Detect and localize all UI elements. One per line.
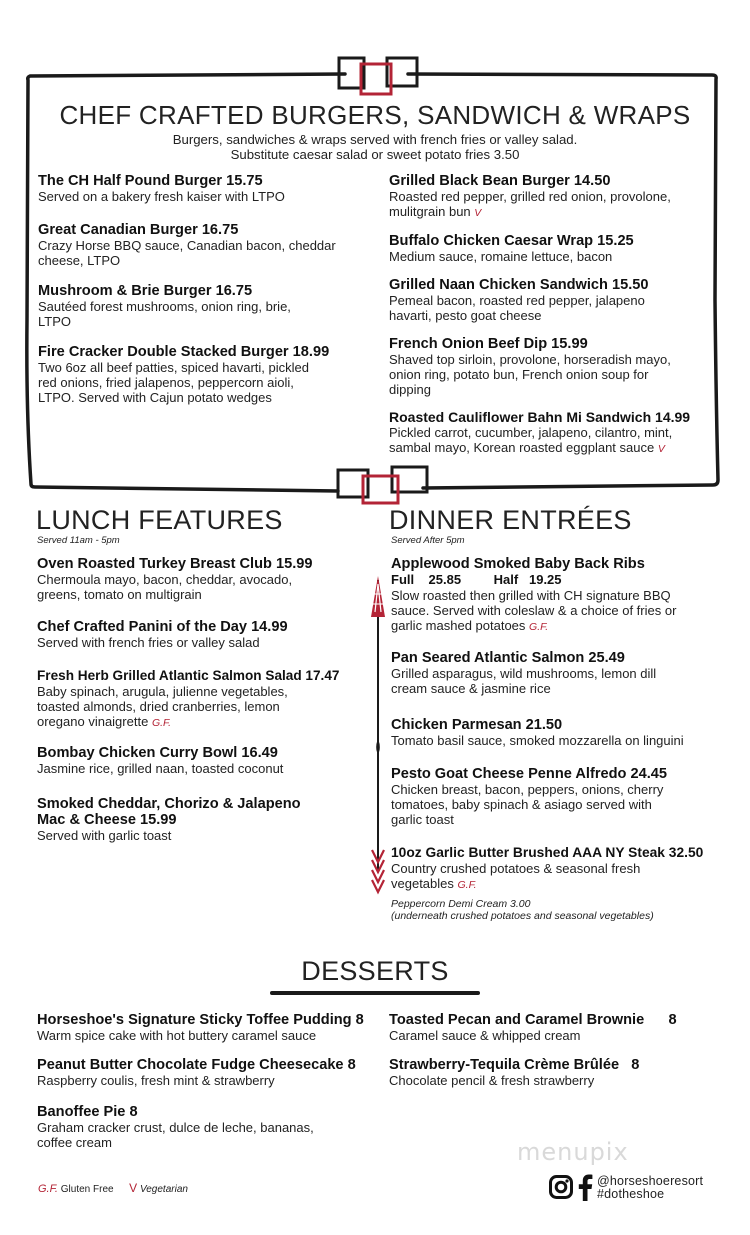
item-desc: toasted almonds, dried cranberries, lemon [37,699,280,714]
item-desc: Crazy Horse BBQ sauce, Canadian bacon, cheddar [38,238,336,253]
item-desc: garlic mashed potatoes G.F. [391,618,549,633]
item-desc: Chocolate pencil & fresh strawberry [389,1073,595,1088]
menu-item [391,650,656,696]
item-desc: LTPO. Served with Cajun potato wedges [38,390,272,405]
menu-item [391,845,703,922]
item-desc: cream sauce & jasmine rice [391,681,551,696]
item-name: French Onion Beef Dip 15.99 [389,336,588,352]
item-desc: vegetables G.F. [391,876,477,891]
item-name: Pan Seared Atlantic Salmon 25.49 [391,650,625,666]
menu-item [389,336,671,397]
item-name: Bombay Chicken Curry Bowl 16.49 [37,745,278,761]
menu-item [389,277,649,323]
item-name: Great Canadian Burger 16.75 [38,222,239,238]
item-desc: Chicken breast, bacon, peppers, onions, cherry [391,782,664,797]
item-addon-note: Peppercorn Demi Cream 3.00 [391,898,531,910]
vegetarian-symbol: V [129,1181,138,1195]
item-desc: sambal mayo, Korean roasted eggplant sauce V [389,440,665,455]
item-desc: tomatoes, baby spinach & asiago served with [391,797,652,812]
menu-item [38,222,336,268]
item-desc: Raspberry coulis, fresh mint & strawberry [37,1073,275,1088]
desserts-divider [270,991,480,995]
item-name: Grilled Black Bean Burger 14.50 [389,173,611,189]
item-desc: oregano vinaigrette G.F. [37,714,171,729]
item-desc: onion ring, potato bun, French onion soup for [389,367,649,382]
dinner-served-hours: Served After 5pm [391,535,465,546]
menu-item [37,1057,356,1088]
item-desc: Served with garlic toast [37,828,172,843]
item-name: Smoked Cheddar, Chorizo & Jalapeno [37,796,301,812]
burgers-note-line2: Substitute caesar salad or sweet potato fries 3.50 [230,147,520,162]
menu-item [38,173,285,204]
menu-item [37,745,283,776]
gluten-free-tag: G.F. [457,879,477,891]
menu-item [389,1057,639,1088]
item-name: Peanut Butter Chocolate Fudge Cheesecake 8 [37,1057,356,1073]
item-desc: Grilled asparagus, wild mushrooms, lemon dill [391,666,657,681]
facebook-icon[interactable] [577,1173,593,1201]
burgers-section-note [0,132,750,162]
item-desc: Jasmine rice, grilled naan, toasted coconut [37,761,284,776]
item-desc: Shaved top sirloin, provolone, horseradish mayo, [389,352,671,367]
item-name: Fire Cracker Double Stacked Burger 18.99 [38,344,330,360]
item-desc: Graham cracker crust, dulce de leche, bananas, [37,1120,314,1135]
item-desc: havarti, pesto goat cheese [389,308,542,323]
item-name: Roasted Cauliflower Bahn Mi Sandwich 14.99 [389,409,691,425]
item-name: Toasted Pecan and Caramel Brownie 8 [389,1012,677,1028]
item-desc: LTPO [38,314,71,329]
menu-item [37,556,313,602]
item-desc: Served on a bakery fresh kaiser with LTPO [38,189,285,204]
item-addon-note: (underneath crushed potatoes and seasonal vegetables) [391,910,654,922]
menu-item [37,1012,364,1043]
item-name: The CH Half Pound Burger 15.75 [38,173,263,189]
item-name: Oven Roasted Turkey Breast Club 15.99 [37,556,313,572]
lunch-section-title: LUNCH FEATURES [36,505,283,535]
burgers-note-line1: Burgers, sandwiches & wraps served with french fries or valley salad. [172,132,578,147]
item-desc: Pemeal bacon, roasted red pepper, jalapeno [389,293,645,308]
item-desc: Baby spinach, arugula, julienne vegetables, [37,684,288,699]
item-name: Strawberry-Tequila Crème Brûlée 8 [389,1057,640,1073]
menu-item [38,283,291,329]
menu-item [37,668,339,731]
instagram-handle[interactable]: @horseshoeresort [597,1174,704,1188]
item-name: Grilled Naan Chicken Sandwich 15.50 [389,277,649,293]
dinner-section-title: DINNER ENTRÉES [389,505,632,535]
item-desc: garlic toast [391,812,454,827]
item-name: Fresh Herb Grilled Atlantic Salmon Salad 17.47 [37,668,340,683]
dietary-legend [38,1181,188,1195]
item-desc: sauce. Served with coleslaw & a choice of fries or [391,603,677,618]
item-name: Chef Crafted Panini of the Day 14.99 [37,619,288,635]
item-desc: red onions, fried jalapenos, peppercorn aioli, [38,375,294,390]
item-name: Mac & Cheese 15.99 [37,812,177,828]
item-name: Applewood Smoked Baby Back Ribs [391,556,645,572]
menu-item [391,717,684,748]
item-name: Chicken Parmesan 21.50 [391,717,563,733]
menu-item [37,796,301,843]
menu-item [389,233,634,264]
item-desc: Roasted red pepper, grilled red onion, provolone, [389,189,671,204]
menu-item [37,619,288,650]
menu-item [389,409,690,457]
item-desc: Slow roasted then grilled with CH signature BBQ [391,588,671,603]
item-name: Pesto Goat Cheese Penne Alfredo 24.45 [391,766,668,782]
menu-item [391,556,676,635]
burgers-section-title: CHEF CRAFTED BURGERS, SANDWICH & WRAPS [59,100,691,130]
item-desc: Pickled carrot, cucumber, jalapeno, cilantro, mint, [389,425,673,440]
vegetarian-tag: V [657,443,665,455]
desserts-section-title: DESSERTS [301,956,449,986]
gluten-free-tag: G.F. [151,717,171,729]
item-name: Buffalo Chicken Caesar Wrap 15.25 [389,233,634,249]
item-name: Mushroom & Brie Burger 16.75 [38,283,253,299]
item-desc: greens, tomato on multigrain [37,587,202,602]
lunch-served-hours: Served 11am - 5pm [37,535,120,546]
hashtag[interactable]: #dotheshoe [597,1187,665,1201]
item-desc: cheese, LTPO [38,253,121,268]
item-desc: Served with french fries or valley salad [37,635,260,650]
item-price-line: Full 25.85 Half 19.25 [391,572,562,587]
item-desc: Chermoula mayo, bacon, cheddar, avocado, [37,572,293,587]
item-desc: Country crushed potatoes & seasonal fresh [391,861,641,876]
menu-item [389,1012,677,1043]
item-desc: coffee cream [37,1135,112,1150]
menu-item [37,1104,314,1150]
instagram-icon[interactable] [549,1175,573,1199]
menu-item [391,766,667,827]
item-desc: mulitgrain bun V [389,204,482,219]
item-desc: Medium sauce, romaine lettuce, bacon [389,249,613,264]
item-name: Horseshoe's Signature Sticky Toffee Pudding 8 [37,1012,364,1028]
item-desc: Tomato basil sauce, smoked mozzarella on linguini [391,733,684,748]
gluten-free-tag: G.F. [529,621,549,633]
item-desc: Caramel sauce & whipped cream [389,1028,581,1043]
vegetarian-tag: V [474,207,482,219]
gluten-free-label: Gluten Free [60,1184,114,1195]
arrow-divider-icon [366,572,390,904]
item-desc: Two 6oz all beef patties, spiced havarti, pickled [38,360,309,375]
menu-item [389,173,671,221]
item-name: 10oz Garlic Butter Brushed AAA NY Steak 32.50 [391,845,704,860]
gluten-free-symbol: G.F. [38,1183,58,1195]
item-desc: Sautéed forest mushrooms, onion ring, brie, [38,299,291,314]
social-handles [597,1175,703,1201]
vegetarian-label: Vegetarian [139,1184,188,1195]
item-name: Banoffee Pie 8 [37,1104,138,1120]
menupix-watermark: menupix [517,1138,629,1166]
item-desc: dipping [389,382,431,397]
menu-item [38,344,329,405]
item-desc: Warm spice cake with hot buttery caramel sauce [37,1028,317,1043]
